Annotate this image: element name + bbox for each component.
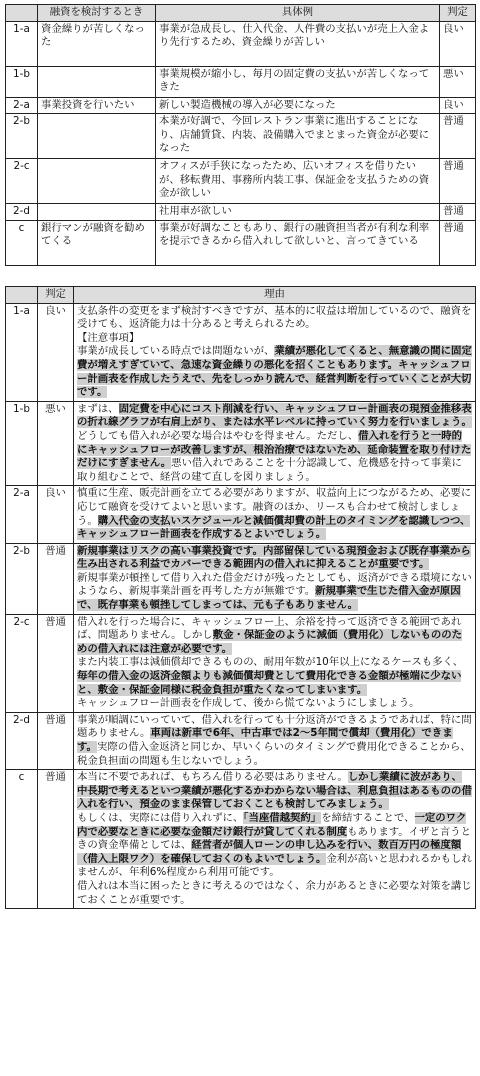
table-row xyxy=(6,614,476,712)
row-when: 事業投資を行いたい xyxy=(38,97,156,114)
reason-paragraph xyxy=(77,345,472,399)
row-id: 2-a xyxy=(6,486,38,543)
row-judge: 普通 xyxy=(440,204,476,221)
reason-text: どうしても借入れが必要な場合はやむを得ません。ただし、 xyxy=(77,429,359,442)
highlighted-text: 毎年の借入金の返済金額よりも減価償却費として費用化できる金額が極端に少ないと、敷金・保証金同様に税金負担が重たくなってしまいます。 xyxy=(77,670,462,696)
reason-paragraph xyxy=(77,714,472,768)
row-judge: 良い xyxy=(440,97,476,114)
row-example: オフィスが手狭になったため、広いオフィスを借りたいが、移転費用、事務所内装工事、保証金を支払うための資金が欲しい xyxy=(156,159,440,204)
reason-text: 慎重に生産、販売計画を立てる必要がありますが、収益向上につながるため、必要に応じて融資を受けてよいと思います。融資のほか、リースも合わせて検討しましょう。 xyxy=(77,487,472,527)
reason-paragraph xyxy=(77,880,472,907)
row-reason xyxy=(74,543,476,614)
reason-text: 借入れを行った場合に、キャッシュフロー上、余裕を持って返済できる範囲であれば、問題ありません。しかし xyxy=(77,615,462,642)
reason-paragraph xyxy=(77,812,472,880)
row-id: 1-b xyxy=(6,401,38,486)
reason-text: 金利が高いと思われるかもしれませんが、年利6%程度から利用可能です。 xyxy=(77,852,472,879)
reason-text: キャッシュフロー計画表を作成して、後から慌てないようにしましょう。 xyxy=(77,697,420,710)
row-when xyxy=(38,66,156,97)
row-id: 1-a xyxy=(6,21,38,66)
row-judge: 良い xyxy=(440,21,476,66)
row-id: 2-d xyxy=(6,712,38,769)
row-id: 2-b xyxy=(6,543,38,614)
row-reason xyxy=(74,770,476,909)
row-id: 2-c xyxy=(6,614,38,712)
row-example: 事業が好調なこともあり、銀行の融資担当者が有利な利率を提示できるから借入れして欲しいと、言ってきている xyxy=(156,220,440,265)
reason-text: を締結することで、 xyxy=(321,811,415,824)
table-row xyxy=(6,486,476,543)
highlighted-text: 敷金・保証金のように減価（費用化）しないもののための借入れには注意が必要です。 xyxy=(77,629,463,655)
row-example: 社用車が欲しい xyxy=(156,204,440,221)
highlighted-text: 「当座借越契約」 xyxy=(243,811,322,824)
row-judge: 悪い xyxy=(440,66,476,97)
row-judge: 普通 xyxy=(440,159,476,204)
highlighted-text: 購入代金の支払いスケジュールと減価償却費の計上のタイミングを認識しつつ、キャッシュフロー計画表を作成するとよいでしょう。 xyxy=(77,514,471,541)
reason-paragraph xyxy=(77,697,472,711)
row-judge: 普通 xyxy=(38,614,74,712)
table-header-row xyxy=(6,5,476,22)
table-header-row xyxy=(6,287,476,304)
row-judge: 普通 xyxy=(440,114,476,159)
row-example: 事業規模が縮小し、毎月の固定費の支払いが苦しくなってきた xyxy=(156,66,440,97)
row-reason xyxy=(74,614,476,712)
reason-text: 支払条件の変更をまず検討すべきですが、基本的に収益は増加しているので、融資を受けても、返済能力は十分あると考えられるため。 xyxy=(77,304,472,331)
reason-paragraph xyxy=(77,487,472,541)
highlighted-text: 業績が悪化してくると、無意識の間に固定費が増えすぎていて、急速な資金繰りの悪化を招くこともあります。キャッシュフロー計画表を作成したうえで、先をしっかり読んで、経営判断を行っていくことが大切です。 xyxy=(77,345,472,399)
reason-paragraph xyxy=(77,430,472,484)
loan-reason-table xyxy=(5,286,476,909)
reason-text: 悪い借入れであることを十分認識して、危機感を持って事業に取り組むことで、経営の建て直しを図りましょう。 xyxy=(77,457,462,483)
table-row xyxy=(6,97,476,114)
header-example: 具体例 xyxy=(156,5,440,22)
table-row xyxy=(6,543,476,614)
table-row xyxy=(6,66,476,97)
row-id: 2-b xyxy=(6,114,38,159)
row-when: 銀行マンが融資を勧めてくる xyxy=(38,220,156,265)
table-row xyxy=(6,114,476,159)
reason-paragraph xyxy=(77,305,472,332)
reason-text: 新規事業が頓挫して借り入れた借金だけが残ったとしても、返済ができる環境にないようなら、新規事業計画を再考した方が無難です。 xyxy=(77,571,472,598)
reason-paragraph xyxy=(77,572,472,613)
highlighted-text: 固定費を中心にコスト削減を行い、キャッシュフロー計画表の現預金推移表の折れ線グラフが右肩上がり、または水平レベルに持っていく努力を行いましょう。 xyxy=(77,402,472,429)
row-id: 1-a xyxy=(6,303,38,401)
row-id: 1-b xyxy=(6,66,38,97)
row-judge: 普通 xyxy=(38,712,74,769)
row-judge: 普通 xyxy=(38,543,74,614)
table-row xyxy=(6,21,476,66)
highlighted-text: 経営者が個人ローンの申し込みを行い、数百万円の極度額（借入上限ワク）を確保しておくのもよいでしょう。 xyxy=(77,839,462,865)
highlighted-text: 借入れを行うと一時的にキャッシュフローが改善しますが、根治治療ではないため、延命装置を取り付けただけにすぎません。 xyxy=(77,429,472,470)
header-empty xyxy=(6,287,38,304)
row-when xyxy=(38,159,156,204)
header-empty xyxy=(6,5,38,22)
header-reason: 理由 xyxy=(74,287,476,304)
table-row xyxy=(6,401,476,486)
row-when xyxy=(38,204,156,221)
reason-paragraph xyxy=(77,771,472,812)
table-row xyxy=(6,159,476,204)
table-row xyxy=(6,770,476,909)
row-judge: 普通 xyxy=(38,770,74,909)
highlighted-text: 車両は新車で6年、中古車では2～5年間で償却（費用化）できます。 xyxy=(77,727,453,753)
row-id: 2-d xyxy=(6,204,38,221)
header-judge: 判定 xyxy=(38,287,74,304)
reason-paragraph xyxy=(77,656,472,697)
reason-text: まずは、 xyxy=(77,402,119,415)
row-id: 2-c xyxy=(6,159,38,204)
table-row xyxy=(6,712,476,769)
row-id: c xyxy=(6,220,38,265)
reason-text: また内装工事は減価償却できるものの、耐用年数が10年以上になるケースも多く、 xyxy=(77,656,464,669)
reason-paragraph xyxy=(77,545,472,572)
row-reason xyxy=(74,401,476,486)
row-reason xyxy=(74,712,476,769)
row-judge: 悪い xyxy=(38,401,74,486)
reason-paragraph xyxy=(77,616,472,657)
highlighted-text: 一定のワク内で必要なときに必要な金額だけ銀行が貸してくれる制度 xyxy=(77,811,467,838)
reason-paragraph xyxy=(77,332,472,346)
reason-text: もしくは、実際には借り入れずに、 xyxy=(77,811,244,824)
highlighted-text: 新規事業で生じた借入金が原因で、既存事業も頓挫してしまっては、元も子もありません。 xyxy=(77,585,461,612)
row-reason xyxy=(74,486,476,543)
row-id: 2-a xyxy=(6,97,38,114)
reason-text: もあります。イザと言うときの資金準備としては、 xyxy=(77,825,472,852)
row-example: 新しい製造機械の導入が必要になった xyxy=(156,97,440,114)
row-example: 本業が好調で、今回レストラン事業に進出することになり、店舗賃貸、内装、設備購入でまとまった資金が必要になった xyxy=(156,114,440,159)
table-row xyxy=(6,204,476,221)
reason-text: 本当に不要であれば、もちろん借りる必要はありません。 xyxy=(77,771,348,784)
row-judge: 良い xyxy=(38,486,74,543)
reason-text: 【注意事項】 xyxy=(77,331,140,344)
row-id: c xyxy=(6,770,38,909)
row-judge: 普通 xyxy=(440,220,476,265)
reason-text: 実際の借入金返済と同じか、早いくらいのタイミングで費用化できることから、税金負担面の問題も生じないでしょう。 xyxy=(77,741,471,767)
row-when: 資金繰りが苦しくなった xyxy=(38,21,156,66)
header-judge: 判定 xyxy=(440,5,476,22)
reason-paragraph xyxy=(77,403,472,430)
row-reason xyxy=(74,303,476,401)
highlighted-text: 新規事業はリスクの高い事業投資です。内部留保している現預金および既存事業から生み出される利益でカバーできる範囲内の借入れに抑えることが重要です。 xyxy=(77,544,471,571)
row-judge: 良い xyxy=(38,303,74,401)
table-row xyxy=(6,303,476,401)
table-row xyxy=(6,220,476,265)
reason-text: 事業が順調にいっていて、借入れを行っても十分返済ができるようであれば、特に問題ありません。 xyxy=(77,713,472,740)
header-when: 融資を検討するとき xyxy=(38,5,156,22)
row-example: 事業が急成長し、仕入代金、人件費の支払いが売上入金より先行するため、資金繰りが苦しい xyxy=(156,21,440,66)
loan-situation-table xyxy=(5,4,476,266)
highlighted-text: しかし業績に波があり、中長期で考えるといつ業績が悪化するかわからない場合は、利息負担はあるものの借入れを行い、預金のまま保管しておくことも検討してみましょう。 xyxy=(77,771,472,811)
reason-text: 借入れは本当に困ったときに考えるのではなく、余力があるときに必要な対策を講じておくことが重要です。 xyxy=(77,879,472,906)
row-when xyxy=(38,114,156,159)
reason-text: 事業が成長している時点では問題ないが、 xyxy=(77,345,275,358)
